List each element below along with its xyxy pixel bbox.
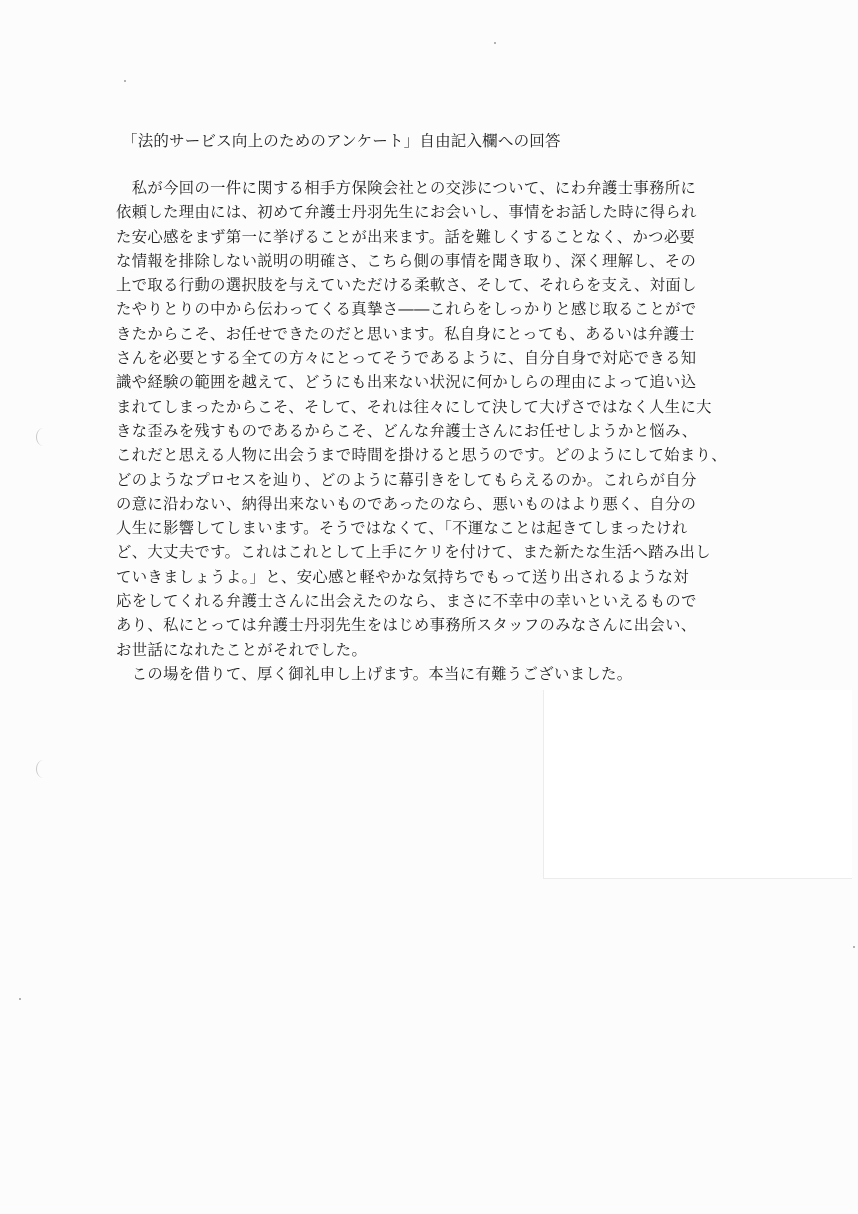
closing-line: この場を借りて、厚く御礼申し上げます。本当に有難うございました。 bbox=[116, 664, 633, 683]
document-body bbox=[116, 176, 746, 686]
body-line: ていきましょうよ。」と、安心感と軽やかな気持ちでもって送り出されるような対 bbox=[116, 567, 689, 586]
body-line: 人生に影響してしまいます。そうではなくて、「不運なことは起きてしまったけれ bbox=[116, 519, 688, 538]
body-line: 依頼した理由には、初めて弁護士丹羽先生にお会いし、事情をお話した時に得られ bbox=[116, 203, 697, 222]
body-line: 私が今回の一件に関する相手方保険会社との交渉について、にわ弁護士事務所に bbox=[116, 179, 697, 197]
body-line: きな歪みを残すものであるからこそ、どんな弁護士さんにお任せしようかと悩み、 bbox=[116, 421, 698, 440]
body-line: まれてしまったからこそ、そして、それは往々にして決して大げさではなく人生に大 bbox=[116, 397, 712, 416]
body-line: これだと思える人物に出会うまで時間を掛けると思うのです。どのようにして始まり、 bbox=[116, 446, 727, 465]
scan-speck bbox=[853, 946, 855, 948]
body-line: 応をしてくれる弁護士さんに出会えたのなら、まさに不幸中の幸いといえるもので bbox=[116, 592, 697, 611]
body-line: あり、私にとっては弁護士丹羽先生をはじめ事務所スタッフのみなさんに出会い、 bbox=[116, 616, 697, 635]
punch-hole-mark bbox=[36, 428, 51, 446]
body-line: たやりとりの中から伝わってくる真摯さ――これらをしっかりと感じ取ることがで bbox=[116, 300, 697, 319]
body-line: の意に沿わない、納得出来ないものであったのなら、悪いものはより悪く、自分の bbox=[116, 494, 697, 513]
body-line: た安心感をまず第一に挙げることが出来ます。話を難しくすることなく、かつ必要 bbox=[116, 227, 696, 246]
body-line: 上で取る行動の選択肢を与えていただける柔軟さ、そして、それらを支え、対面し bbox=[116, 276, 697, 295]
body-line: お世話になれたことがそれでした。 bbox=[116, 640, 368, 659]
body-line: きたからこそ、お任せできたのだと思います。私自身にとっても、あるいは弁護士 bbox=[116, 324, 695, 343]
body-line: どのようなプロセスを辿り、どのように幕引きをしてもらえるのか。これらが自分 bbox=[116, 470, 697, 489]
body-line: な情報を排除しない説明の明確さ、こちら側の事情を聞き取り、深く理解し、その bbox=[116, 251, 697, 270]
punch-hole-mark bbox=[36, 760, 51, 778]
body-line: ど、大丈夫です。これはこれとして上手にケリを付けて、また新たな生活へ踏み出し bbox=[116, 543, 711, 562]
scan-speck bbox=[494, 42, 496, 44]
scan-speck bbox=[19, 998, 21, 1000]
body-line: さんを必要とする全ての方々にとってそうであるように、自分自身で対応できる知 bbox=[116, 349, 697, 368]
redaction-box bbox=[543, 690, 852, 879]
body-line: 識や経験の範囲を越えて、どうにも出来ない状況に何かしらの理由によって追い込 bbox=[116, 373, 697, 392]
scan-speck bbox=[124, 80, 126, 82]
document-title: 「法的サービス向上のためのアンケート」自由記入欄への回答 bbox=[122, 132, 561, 150]
